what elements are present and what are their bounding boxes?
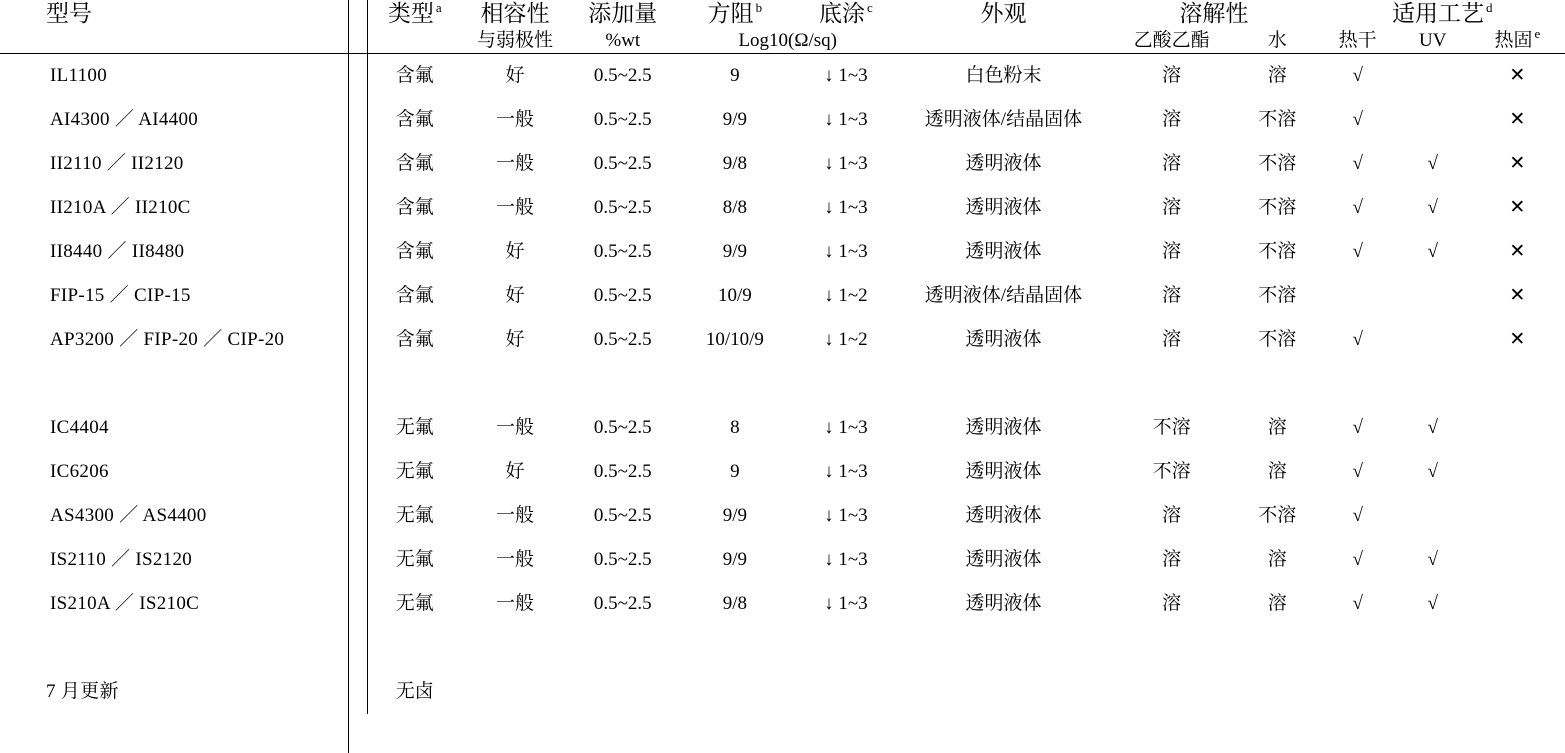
cell-compat: 一般 xyxy=(495,152,534,174)
table-row xyxy=(0,142,1565,186)
cell-amount: 0.5~2.5 xyxy=(593,64,652,86)
cell-compat: 一般 xyxy=(495,108,534,130)
column-separator-line xyxy=(348,0,349,753)
table-row xyxy=(0,98,1565,142)
col-head-amount xyxy=(569,0,677,29)
cell-compat: 一般 xyxy=(495,548,534,570)
cell-solubility-ea: 不溶 xyxy=(1152,416,1191,438)
spacer-cell xyxy=(368,626,461,670)
footer-empty-cell xyxy=(1320,670,1396,714)
cell-compat: 一般 xyxy=(495,416,534,438)
cell-appearance: 透明液体 xyxy=(965,548,1042,570)
cell-process-hotdry: √ xyxy=(1352,548,1363,570)
footer-spacer-row xyxy=(0,626,1565,670)
cell-solubility-water: 不溶 xyxy=(1258,196,1297,218)
cell-solubility-ea: 溶 xyxy=(1162,284,1182,306)
cell-solubility-water: 溶 xyxy=(1267,416,1287,438)
cell-process-hotdry: √ xyxy=(1352,108,1363,130)
spacer-cell xyxy=(461,626,569,670)
subhead-process-hotdry: 热干 xyxy=(1320,29,1396,53)
table-row xyxy=(0,318,1565,362)
cell-model: II210A ／ II210C xyxy=(50,196,191,218)
cell-process-hotdry: √ xyxy=(1352,240,1363,262)
footer-empty-cell xyxy=(677,670,793,714)
cell-solubility-ea: 不溶 xyxy=(1152,460,1191,482)
cell-appearance: 透明液体 xyxy=(965,152,1042,174)
spacer-cell xyxy=(793,362,899,406)
cell-type: 含氟 xyxy=(368,274,461,318)
subhead-process-uv: UV xyxy=(1396,29,1470,53)
table-row xyxy=(0,450,1565,494)
cell-model: II8440 ／ II8480 xyxy=(50,240,185,262)
cell-sheet-resistance: 9/9 xyxy=(722,108,748,130)
cell-solubility-water: 溶 xyxy=(1267,592,1287,614)
cell-sheet-resistance: 10/9 xyxy=(717,284,752,306)
cell-type: 含氟 xyxy=(368,230,461,274)
spacer-cell xyxy=(1320,626,1396,670)
cell-model: AI4300 ／ AI4400 xyxy=(50,108,199,130)
cell-model: II2110 ／ II2120 xyxy=(50,152,184,174)
cell-solubility-water: 不溶 xyxy=(1258,240,1297,262)
footnote-marker-c: c xyxy=(867,0,873,16)
cell-model: FIP-15 ／ CIP-15 xyxy=(50,284,191,306)
cell-amount: 0.5~2.5 xyxy=(593,284,652,306)
table-row xyxy=(0,230,1565,274)
cell-sheet-resistance: 9 xyxy=(730,460,740,482)
col-head-primer-label: 底涂 xyxy=(819,1,865,26)
cell-solubility-water: 溶 xyxy=(1267,64,1287,86)
cell-primer: ↓ 1~2 xyxy=(824,284,868,306)
cell-amount: 0.5~2.5 xyxy=(593,416,652,438)
cell-type: 含氟 xyxy=(368,186,461,230)
subhead-model xyxy=(0,29,368,53)
col-head-model-label: 型号 xyxy=(46,1,92,26)
cell-primer: ↓ 1~3 xyxy=(824,460,868,482)
cell-sheet-resistance: 9/9 xyxy=(722,240,748,262)
cell-compat: 好 xyxy=(505,284,525,306)
cell-compat: 好 xyxy=(505,328,525,350)
footnote-marker-e: e xyxy=(1534,26,1541,42)
cell-amount: 0.5~2.5 xyxy=(593,152,652,174)
spacer-cell xyxy=(899,626,1108,670)
footer-empty-cell xyxy=(793,670,899,714)
cell-appearance: 透明液体 xyxy=(965,592,1042,614)
cell-solubility-ea: 溶 xyxy=(1162,592,1182,614)
cell-process-uv: √ xyxy=(1427,548,1438,570)
header-row-secondary xyxy=(0,29,1565,53)
col-head-sheet-resistance xyxy=(677,0,793,29)
table-row xyxy=(0,186,1565,230)
cell-compat: 好 xyxy=(505,64,525,86)
col-head-process xyxy=(1320,0,1565,29)
table-row xyxy=(0,538,1565,582)
cell-process-thermoset xyxy=(1470,406,1565,450)
cell-model: IC6206 xyxy=(50,460,109,482)
col-head-type xyxy=(368,0,461,29)
subhead-solubility-water: 水 xyxy=(1235,29,1320,53)
footer-empty-cell xyxy=(461,670,569,714)
cell-type: 无氟 xyxy=(368,582,461,626)
cell-model: AP3200 ／ FIP-20 ／ CIP-20 xyxy=(50,328,285,350)
cell-process-hotdry: √ xyxy=(1352,64,1363,86)
cell-process-uv: √ xyxy=(1427,460,1438,482)
col-head-appearance-label: 外观 xyxy=(980,1,1027,26)
spacer-cell xyxy=(1108,626,1235,670)
cell-solubility-ea: 溶 xyxy=(1162,152,1182,174)
subhead-process-thermoset xyxy=(1470,26,1565,53)
cell-model: AS4300 ／ AS4400 xyxy=(50,504,207,526)
cell-process-hotdry: √ xyxy=(1352,460,1363,482)
cell-type: 无氟 xyxy=(368,450,461,494)
cell-solubility-water: 不溶 xyxy=(1258,504,1297,526)
cell-primer: ↓ 1~3 xyxy=(824,548,868,570)
cell-primer: ↓ 1~3 xyxy=(824,196,868,218)
table-header xyxy=(0,0,1565,53)
cell-sheet-resistance: 8/8 xyxy=(722,196,748,218)
cell-type: 含氟 xyxy=(368,142,461,186)
cell-primer: ↓ 1~3 xyxy=(824,64,868,86)
cell-solubility-water: 溶 xyxy=(1267,460,1287,482)
footer-empty-cell xyxy=(1470,670,1565,714)
table-row xyxy=(0,494,1565,538)
cell-sheet-resistance: 9/9 xyxy=(722,504,748,526)
cell-amount: 0.5~2.5 xyxy=(593,328,652,350)
cell-type: 含氟 xyxy=(368,318,461,362)
subhead-appearance xyxy=(899,29,1108,53)
cell-appearance: 透明液体 xyxy=(965,196,1042,218)
cell-process-uv xyxy=(1396,98,1470,142)
cell-appearance: 透明液体 xyxy=(965,416,1042,438)
cell-solubility-water: 不溶 xyxy=(1258,328,1297,350)
footnote-marker-b: b xyxy=(755,0,763,16)
cell-process-hotdry: √ xyxy=(1352,196,1363,218)
cell-appearance: 透明液体 xyxy=(965,328,1042,350)
cell-solubility-water: 溶 xyxy=(1267,548,1287,570)
cell-process-thermoset: ✕ xyxy=(1509,240,1526,262)
cell-process-hotdry: √ xyxy=(1352,152,1363,174)
cell-amount: 0.5~2.5 xyxy=(593,548,652,570)
spacer-cell xyxy=(899,362,1108,406)
col-head-process-label: 适用工艺 xyxy=(1392,1,1485,26)
cell-process-hotdry: √ xyxy=(1352,504,1363,526)
cell-solubility-ea: 溶 xyxy=(1162,108,1182,130)
cell-amount: 0.5~2.5 xyxy=(593,504,652,526)
cell-solubility-ea: 溶 xyxy=(1162,64,1182,86)
cell-process-uv: √ xyxy=(1427,592,1438,614)
cell-type: 含氟 xyxy=(368,53,461,98)
footer-empty-cell xyxy=(1108,670,1235,714)
cell-amount: 0.5~2.5 xyxy=(593,240,652,262)
cell-amount: 0.5~2.5 xyxy=(593,196,652,218)
cell-appearance: 透明液体 xyxy=(965,504,1042,526)
cell-process-thermoset xyxy=(1470,582,1565,626)
header-row-primary xyxy=(0,0,1565,29)
col-head-compat-label: 相容性 xyxy=(480,1,550,26)
footer-empty-cell xyxy=(1396,670,1470,714)
cell-type: 无氟 xyxy=(368,494,461,538)
cell-amount: 0.5~2.5 xyxy=(593,460,652,482)
cell-process-thermoset xyxy=(1470,494,1565,538)
cell-solubility-ea: 溶 xyxy=(1162,328,1182,350)
cell-sheet-resistance: 9 xyxy=(730,64,740,86)
spacer-cell xyxy=(1108,362,1235,406)
cell-compat: 一般 xyxy=(495,196,534,218)
table-row xyxy=(0,53,1565,98)
cell-process-thermoset: ✕ xyxy=(1509,284,1526,306)
col-head-solubility-label: 溶解性 xyxy=(1179,1,1249,26)
cell-appearance: 透明液体/结晶固体 xyxy=(924,108,1083,130)
cell-sheet-resistance: 9/9 xyxy=(722,548,748,570)
cell-compat: 好 xyxy=(505,240,525,262)
cell-process-thermoset: ✕ xyxy=(1509,152,1526,174)
cell-solubility-water: 不溶 xyxy=(1258,108,1297,130)
cell-primer: ↓ 1~3 xyxy=(824,416,868,438)
table-row xyxy=(0,274,1565,318)
footer-row xyxy=(0,670,1565,714)
cell-process-thermoset: ✕ xyxy=(1509,108,1526,130)
cell-process-uv: √ xyxy=(1427,416,1438,438)
spacer-cell xyxy=(793,626,899,670)
cell-model: IC4404 xyxy=(50,416,109,438)
footer-empty-cell xyxy=(899,670,1108,714)
cell-type: 无氟 xyxy=(368,538,461,582)
cell-appearance: 透明液体 xyxy=(965,240,1042,262)
cell-primer: ↓ 1~2 xyxy=(824,328,868,350)
col-head-primer xyxy=(793,0,899,29)
cell-amount: 0.5~2.5 xyxy=(593,108,652,130)
col-head-solubility xyxy=(1108,0,1319,29)
footnote-marker-a: a xyxy=(435,0,442,16)
spacer-cell xyxy=(1396,626,1470,670)
cell-solubility-ea: 溶 xyxy=(1162,504,1182,526)
cell-compat: 一般 xyxy=(495,504,534,526)
subhead-sheet-resistance: Log10(Ω/sq) xyxy=(677,29,899,53)
cell-type: 无氟 xyxy=(368,406,461,450)
table-row xyxy=(0,406,1565,450)
cell-process-uv: √ xyxy=(1427,152,1438,174)
cell-process-uv xyxy=(1396,53,1470,98)
cell-primer: ↓ 1~3 xyxy=(824,108,868,130)
spacer-cell xyxy=(677,626,793,670)
col-head-model xyxy=(0,0,368,29)
cell-process-uv: √ xyxy=(1427,196,1438,218)
spacer-cell xyxy=(1235,626,1320,670)
col-head-compat xyxy=(461,0,569,29)
cell-appearance: 透明液体/结晶固体 xyxy=(924,284,1083,306)
cell-process-thermoset: ✕ xyxy=(1509,64,1526,86)
cell-model: IS2110 ／ IS2120 xyxy=(50,548,193,570)
cell-process-hotdry: √ xyxy=(1352,328,1363,350)
footer-empty-cell xyxy=(569,670,677,714)
cell-process-hotdry xyxy=(1320,274,1396,318)
subhead-compat: 与弱极性 xyxy=(461,29,569,53)
cell-process-uv xyxy=(1396,274,1470,318)
cell-compat: 一般 xyxy=(495,592,534,614)
cell-solubility-water: 不溶 xyxy=(1258,152,1297,174)
cell-model: IL1100 xyxy=(50,64,108,86)
spacer-cell xyxy=(461,362,569,406)
col-head-appearance xyxy=(899,0,1108,29)
spacer-cell xyxy=(1470,626,1565,670)
cell-primer: ↓ 1~3 xyxy=(824,504,868,526)
spacer-cell xyxy=(1470,362,1565,406)
cell-process-thermoset xyxy=(1470,450,1565,494)
cell-solubility-ea: 溶 xyxy=(1162,196,1182,218)
cell-sheet-resistance: 10/10/9 xyxy=(705,328,764,350)
cell-primer: ↓ 1~3 xyxy=(824,152,868,174)
cell-sheet-resistance: 9/8 xyxy=(722,152,748,174)
subhead-type xyxy=(368,29,461,53)
cell-solubility-water: 不溶 xyxy=(1258,284,1297,306)
cell-process-thermoset xyxy=(1470,538,1565,582)
cell-model: IS210A ／ IS210C xyxy=(50,592,200,614)
footer-type-value: 无卤 xyxy=(368,670,461,714)
spacer-cell xyxy=(1320,362,1396,406)
cell-process-thermoset: ✕ xyxy=(1509,196,1526,218)
spacer-cell xyxy=(1396,362,1470,406)
table-row xyxy=(0,582,1565,626)
footnote-marker-d: d xyxy=(1486,0,1493,16)
cell-process-uv: √ xyxy=(1427,240,1438,262)
cell-sheet-resistance: 8 xyxy=(730,416,740,438)
group-spacer-row xyxy=(0,362,1565,406)
col-head-type-label: 类型 xyxy=(387,1,434,26)
col-head-sheet-resistance-label: 方阻 xyxy=(707,1,754,26)
spacer-cell xyxy=(677,362,793,406)
cell-appearance: 透明液体 xyxy=(965,460,1042,482)
table-body xyxy=(0,53,1565,714)
cell-process-uv xyxy=(1396,494,1470,538)
cell-amount: 0.5~2.5 xyxy=(593,592,652,614)
cell-solubility-ea: 溶 xyxy=(1162,240,1182,262)
spacer-cell xyxy=(1235,362,1320,406)
subhead-solubility-ea: 乙酸乙酯 xyxy=(1108,29,1235,53)
cell-process-hotdry: √ xyxy=(1352,416,1363,438)
cell-type: 含氟 xyxy=(368,98,461,142)
cell-process-uv xyxy=(1396,318,1470,362)
cell-compat: 好 xyxy=(505,460,525,482)
cell-solubility-ea: 溶 xyxy=(1162,548,1182,570)
col-head-amount-label: 添加量 xyxy=(588,1,658,26)
cell-primer: ↓ 1~3 xyxy=(824,240,868,262)
cell-sheet-resistance: 9/8 xyxy=(722,592,748,614)
spacer-cell xyxy=(368,362,461,406)
cell-process-hotdry: √ xyxy=(1352,592,1363,614)
footer-empty-cell xyxy=(1235,670,1320,714)
cell-process-thermoset: ✕ xyxy=(1509,328,1526,350)
cell-primer: ↓ 1~3 xyxy=(824,592,868,614)
update-note: 7 月更新 xyxy=(46,680,119,702)
spacer-cell xyxy=(569,626,677,670)
subhead-process-thermoset-label: 热固 xyxy=(1494,29,1533,51)
cell-appearance: 白色粉末 xyxy=(965,64,1042,86)
subhead-amount: %wt xyxy=(569,29,677,53)
spacer-cell xyxy=(0,362,368,406)
spacer-cell xyxy=(569,362,677,406)
spacer-cell xyxy=(0,626,368,670)
